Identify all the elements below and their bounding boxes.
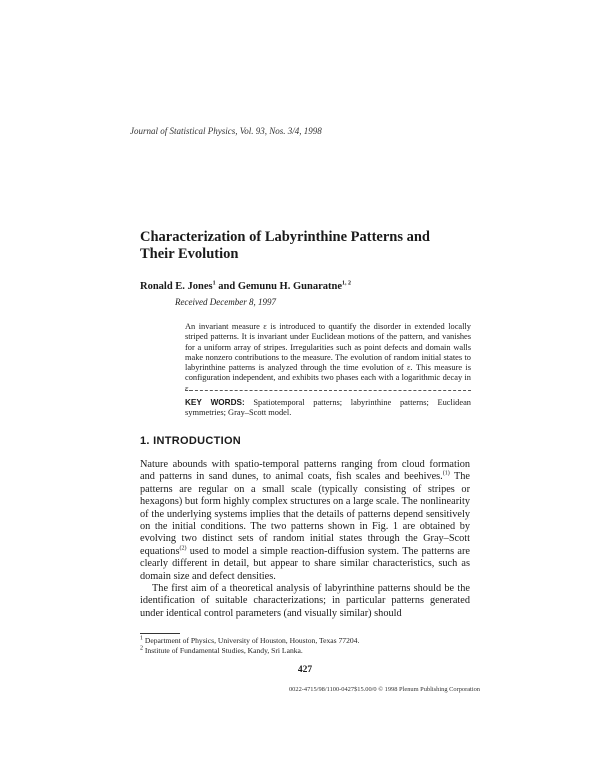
footnote xyxy=(140,646,480,656)
journal-header: Journal of Statistical Physics, Vol. 93, Nos. 3/4, 1998 xyxy=(130,126,322,136)
author-conjunction: and xyxy=(218,281,236,292)
text-run: The patterns are regular on a small scale (typically consisting of stripes or hexagons) but form highly complex structures on a large scale. The nonlinearity of the underlying systems implies that the details of patterns depend sensitively on the initial conditions. The two patterns shown in Fig. 1 are obtained by evolving two distinct sets of random initial states through the Gray–Scott equations xyxy=(140,471,470,557)
footnote xyxy=(140,636,480,646)
footnotes xyxy=(140,636,480,656)
citation-ref: (1) xyxy=(442,470,450,477)
footnote-text: Institute of Fundamental Studies, Kandy, Sri Lanka. xyxy=(144,646,303,655)
paper-title: Characterization of Labyrinthine Patterns and Their Evolution xyxy=(140,229,430,262)
author-name: Ronald E. Jones xyxy=(140,281,213,292)
received-date: Received December 8, 1997 xyxy=(175,297,276,307)
author-name: Gemunu H. Gunaratne xyxy=(237,281,342,292)
copyright-line: 0022-4715/98/1100-0427$15.00/0 © 1998 Plenum Publishing Corporation xyxy=(288,686,480,693)
keywords-label: KEY WORDS: xyxy=(185,398,245,407)
keywords-text: Spatiotemporal patterns; labyrinthine patterns; Euclidean symmetries; Gray–Scott model. xyxy=(185,398,471,418)
footnote-divider xyxy=(140,633,180,634)
abstract-divider xyxy=(185,390,471,391)
affiliation-mark: 1, 2 xyxy=(341,280,351,287)
affiliation-mark: 1 xyxy=(212,280,216,287)
footnote-text: Department of Physics, University of Houston, Houston, Texas 77204. xyxy=(144,636,360,645)
abstract: An invariant measure ε is introduced to quantify the disorder in extended locally striped patterns. It is invariant under Euclidean motions of the pattern, and vanishes for a uniform array of stripes. Irregularities such as point defects and domain walls make nonzero contributions to the measure. The evolution of random initial states to labyrinthine patterns is analyzed through the time evolution of ε. This measure is configuration independent, and exhibits two phases each with a logarithmic decay in ε. xyxy=(185,322,471,393)
text-run: Nature abounds with spatio-temporal patterns ranging from cloud formation and patterns in sand dunes, to animal coats, fish scales and beehives. xyxy=(140,459,470,483)
text-run: used to model a simple reaction-diffusion system. The patterns are clearly different in detail, but appear to share similar characteristics, such as domain size and defect densities. xyxy=(140,545,470,582)
author-list xyxy=(140,281,480,292)
paragraph xyxy=(140,459,470,583)
footnote-mark: 1 xyxy=(140,635,143,642)
section-heading: 1. INTRODUCTION xyxy=(140,435,242,447)
body-text xyxy=(140,459,470,620)
keywords xyxy=(185,398,471,419)
citation-ref: (2) xyxy=(179,545,187,552)
page-number: 427 xyxy=(297,665,313,675)
paragraph: The first aim of a theoretical analysis of labyrinthine patterns should be the identification of suitable characterizations; in particular patterns generated under identical control parameters (and visually similar) should xyxy=(140,583,470,619)
footnote-mark: 2 xyxy=(140,645,143,652)
